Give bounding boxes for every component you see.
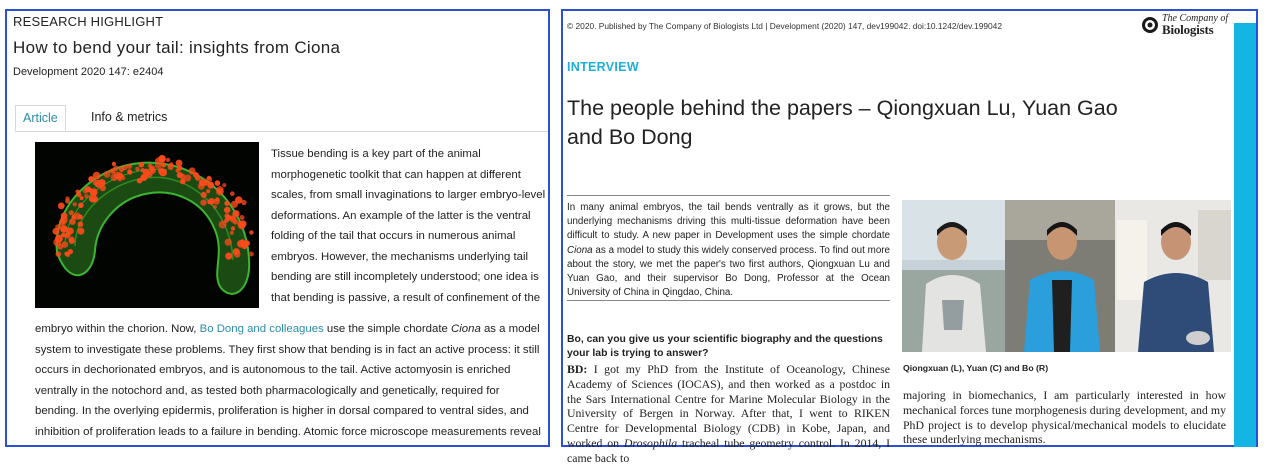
text-fragment: In many animal embryos, the tail bends ventrally as it grows, but the underlying mechanisms driving this multi-tissue deformation have been difficult to study. A new paper in Development uses the simple chordate: [567, 202, 890, 242]
answer-column-left: [567, 362, 890, 466]
text-line: morphogenetic toolkit that can happen at different: [271, 168, 521, 181]
embryo-fluorescence-illustration: [35, 142, 259, 308]
authors-photo: [902, 200, 1231, 352]
article-kicker: RESEARCH HIGHLIGHT: [13, 14, 164, 29]
interview-question: Bo, can you give us your scientific biography and the questions your lab is trying to answer?: [567, 334, 883, 359]
species-name: Ciona: [567, 244, 593, 256]
section-label: INTERVIEW: [567, 60, 639, 74]
accent-side-bar: [1234, 23, 1256, 447]
text-line: ventrally in the notochord and, as tested both pharmacologically and genetically, required for: [35, 384, 500, 397]
text-line: bending. In the overlying epidermis, proliferation is higher in dorsal compared to ventral sides, and: [35, 405, 529, 417]
text-line: scales, from small invaginations to larger embryo-level: [271, 189, 546, 201]
text-line: occurs in dechorionated embryos, and is autonomous to the tail. Active actomyosin is enriched: [35, 364, 511, 376]
text-line: that bending is passive, a result of confinement of the: [271, 291, 541, 304]
article-citation: Development 2020 147: e2404: [13, 66, 164, 78]
species-name: Ciona: [451, 323, 481, 335]
text-fragment: embryo within the chorion. Now,: [35, 323, 200, 335]
company-of-biologists-logo[interactable]: [1140, 13, 1230, 37]
intro-paragraph: [567, 195, 890, 301]
logo-mark-icon: [1140, 15, 1160, 35]
logo-text-bottom: Biologists: [1162, 22, 1214, 37]
speaker-initials: BD:: [567, 362, 588, 376]
text-fragment: as a model: [480, 323, 540, 335]
answer-column-right: majoring in biomechanics, I am particularly interested in how mechanical forces tune morphogenesis during development, and my PhD project is to develop physical/mechanical models to elucidate these underlying mechanisms.: [903, 388, 1226, 447]
tab-article[interactable]: Article: [15, 105, 66, 131]
text-fragment: use the simple chordate: [323, 323, 452, 335]
text-line: Tissue bending is a key part of the animal: [271, 148, 481, 160]
text-line: inhibition of proliferation leads to a failure in bending. Atomic force microscope measurements reveal: [35, 425, 541, 438]
photo-caption: Qiongxuan (L), Yuan (C) and Bo (R): [903, 363, 1049, 373]
tab-info-metrics[interactable]: Info & metrics: [91, 110, 168, 124]
text-line: embryos. However, the mechanisms underlying tail: [271, 250, 529, 263]
article-tabs: [15, 105, 548, 132]
embryo-image: [35, 142, 259, 308]
abstract-full-text: [35, 319, 550, 442]
copyright-line: © 2020. Published by The Company of Biologists Ltd | Development (2020) 147, dev199042. doi:10.1242/dev.199042: [567, 21, 1002, 31]
interview-title: [567, 94, 1187, 152]
text-line: folding of the tail that occurs in numerous animal: [271, 230, 516, 242]
text-fragment: tracheal tube geometry control. In 2014, I came back to: [567, 435, 891, 465]
bo-dong-colleagues-link[interactable]: Bo Dong and colleagues: [199, 323, 324, 335]
species-name: Drosophila: [623, 435, 678, 450]
research-highlight-panel: [5, 9, 550, 447]
text-line: deformations. An example of the latter is the ventral: [271, 209, 531, 222]
article-title: How to bend your tail: insights from Ciona: [13, 38, 341, 57]
interview-panel: [561, 9, 1258, 465]
text-line: system to investigate these problems. They first show that bending is in fact an active process: it still: [35, 343, 540, 356]
text-line: bending are still incompletely understood; one idea is: [271, 271, 539, 283]
title-line: and Bo Dong: [567, 125, 693, 149]
authors-photo-illustration: [902, 200, 1231, 352]
text-line-with-link: [35, 319, 550, 340]
text-fragment: I got my PhD from the Institute of Oceanology, Chinese Academy of Sciences (IOCAS), and then worked as a postdoc in the Sars International Centre for Marine Molecular Biology in the University of Bergen in Norway. After that, I went to RIKEN Centre for Developmental Biology (CDB) in Kobe, Japan, and worked on: [567, 362, 890, 450]
text-fragment: as a model to study this widely conserved process. To find out more about the story, we met the paper's two first authors, Qiongxuan Lu and Yuan Gao, and their supervisor Bo Dong, Professor at the Ocean University of China in Qingdao, China.: [567, 244, 890, 299]
title-line: The people behind the papers – Qiongxuan Lu, Yuan Gao: [567, 96, 1118, 120]
logo-text-top: The Company of: [1162, 13, 1229, 24]
abstract-wrap-text: [271, 144, 546, 308]
